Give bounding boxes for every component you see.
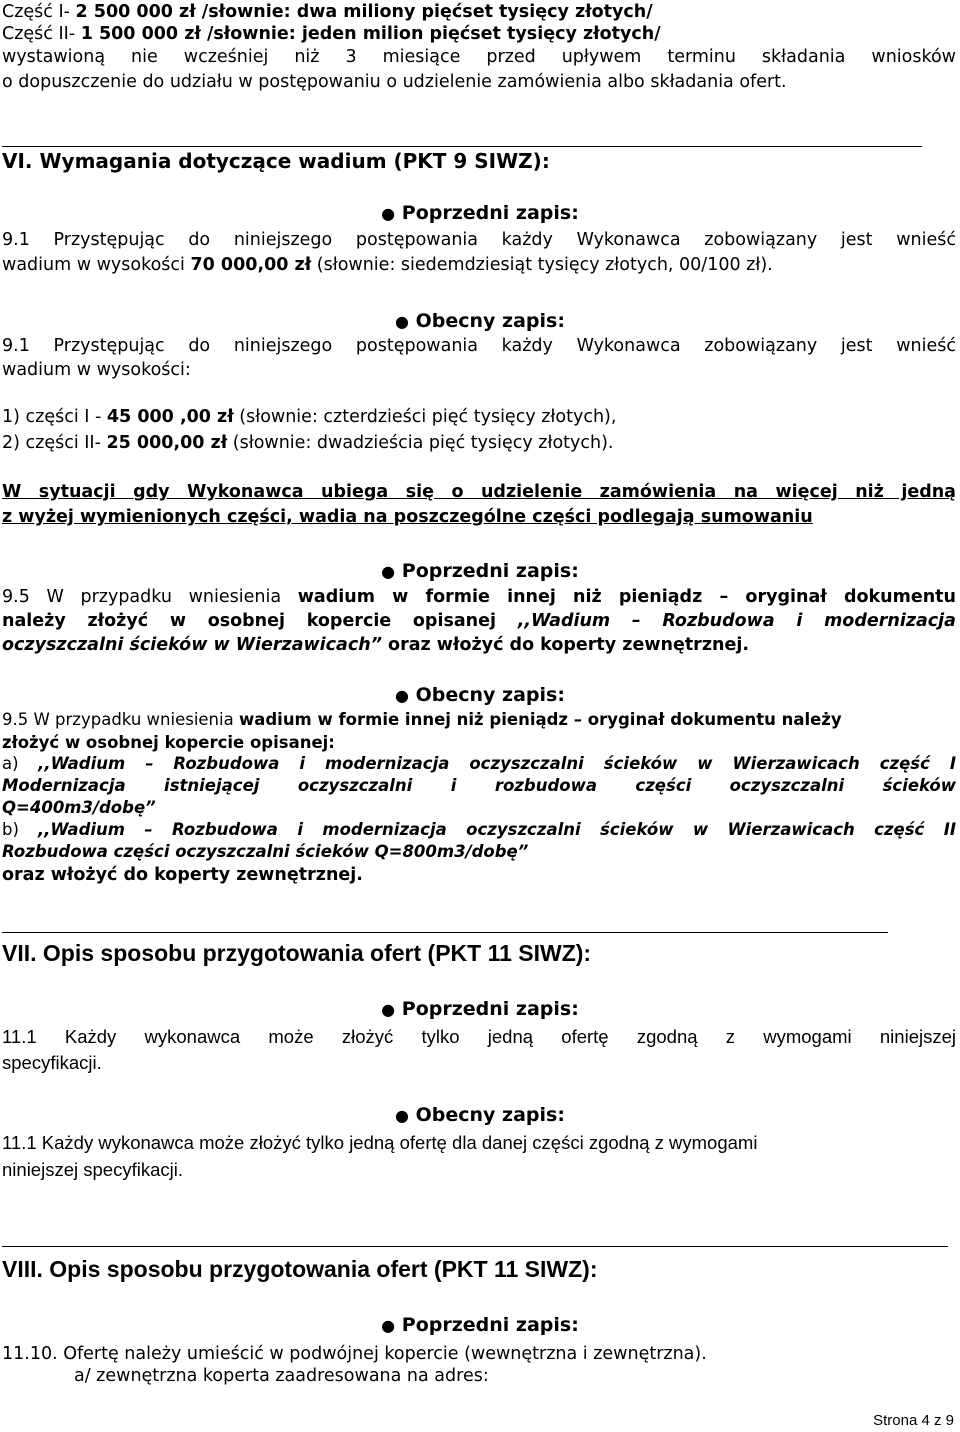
s8-line-1: 11.10. Ofertę należy umieścić w podwójnej kopercie (wewnętrzna i zewnętrzna). <box>2 1344 707 1364</box>
s6-item-2-amount: 25 000,00 zł <box>106 433 228 453</box>
section-7-prev-label <box>0 997 960 1022</box>
s6-curr2-line-8: oraz włożyć do koperty zewnętrznej. <box>2 865 363 885</box>
section-7-curr-label <box>0 1103 960 1128</box>
s8-line-2: a/ zewnętrzna koperta zaadresowana na adres: <box>74 1366 489 1386</box>
s6-prev2-line-3-a: oczyszczalni ścieków w Wierzawicach” <box>2 635 382 655</box>
section-6-curr2-label <box>0 683 960 708</box>
s6-curr2-line-1-b: wadium w formie innej niż pieniądz – oryginał dokumentu należy <box>238 710 842 729</box>
section-7-heading: VII. Opis sposobu przygotowania ofert (PKT 11 SIWZ): <box>2 940 592 966</box>
prev-label-text: Poprzedni zapis: <box>401 560 579 582</box>
s6-curr2-line-7: Rozbudowa części oczyszczalni ścieków Q=800m3/dobę” <box>2 842 529 861</box>
s6-note-line-2: z wyżej wymienionych części, wadia na poszczególne części podlegają sumowaniu <box>2 507 813 527</box>
intro-line-2-value: 1 500 000 zł /słownie: jeden milion pięćset tysięcy złotych/ <box>80 24 661 44</box>
s6-curr2-line-2: złożyć w osobnej kopercie opisanej: <box>2 733 335 752</box>
s7-curr-line-1: 11.1 Każdy wykonawca może złożyć tylko jedną ofertę dla danej części zgodną z wymogami <box>2 1132 758 1153</box>
s6-item-2-c: (słownie: dwadzieścia pięć tysięcy złotych). <box>227 433 614 453</box>
section-divider <box>2 146 922 147</box>
curr-label-text: Obecny zapis: <box>415 310 565 332</box>
s6-curr2-line-3-a: a) <box>2 754 39 773</box>
s7-prev-line-1: 11.1 Każdy wykonawca może złożyć tylko jedną ofertę zgodną z wymogami niniejszej <box>2 1026 956 1047</box>
intro-line-1-value: 2 500 000 zł /słownie: dwa miliony pięćset tysięcy złotych/ <box>75 2 653 22</box>
s6-curr2-line-1-a: 9.5 W przypadku wniesienia <box>2 710 239 729</box>
s6-note-line-1: W sytuacji gdy Wykonawca ubiega się o udzielenie zamówienia na więcej niż jedną <box>2 482 956 502</box>
section-6-prev-label <box>0 201 960 226</box>
bullet-icon: ● <box>381 204 396 223</box>
s6-curr2-line-6-a: b) <box>2 820 38 839</box>
s6-item-1-c: (słownie: czterdzieści pięć tysięcy złotych), <box>233 407 617 427</box>
s6-prev-line-2-a: wadium w wysokości <box>2 255 191 275</box>
bullet-icon: ● <box>381 1316 396 1335</box>
s6-prev2-line-1-b: wadium w formie innej niż pieniądz – oryginał dokumentu <box>297 587 956 607</box>
s6-prev-line-1: 9.1 Przystępując do niniejszego postępowania każdy Wykonawca zobowiązany jest wnieść <box>2 230 956 250</box>
s6-curr2-line-5: Q=400m3/dobę” <box>2 798 156 817</box>
intro-line-4: o dopuszczenie do udziału w postępowaniu o udzielenie zamówienia albo składania ofert. <box>2 72 787 92</box>
section-6-prev2-label <box>0 559 960 584</box>
bullet-icon: ● <box>395 686 409 705</box>
section-8-heading: VIII. Opis sposobu przygotowania ofert (PKT 11 SIWZ): <box>2 1256 598 1282</box>
s6-prev2-line-1-a: 9.5 W przypadku wniesienia <box>2 587 298 607</box>
s6-prev-line-2-amount: 70 000,00 zł <box>190 255 312 275</box>
s7-prev-line-2: specyfikacji. <box>2 1052 102 1073</box>
page-number: Strona 4 z 9 <box>873 1412 954 1429</box>
s6-curr2-line-1 <box>2 709 842 731</box>
s6-curr-item-1 <box>2 406 616 428</box>
s6-curr2-line-6 <box>2 819 956 841</box>
s6-curr2-line-3 <box>2 753 956 775</box>
s6-prev2-line-3 <box>2 634 749 656</box>
s6-prev2-line-3-b: oraz włożyć do koperty zewnętrznej. <box>381 635 749 655</box>
s7-curr-line-2: niniejszej specyfikacji. <box>2 1159 183 1180</box>
bullet-icon: ● <box>395 1106 409 1125</box>
section-divider <box>2 932 888 933</box>
section-8-prev-label <box>0 1313 960 1338</box>
s6-curr-item-2 <box>2 432 613 454</box>
section-6-heading: VI. Wymagania dotyczące wadium (PKT 9 SIWZ): <box>2 149 550 173</box>
curr-label-text: Obecny zapis: <box>415 1104 565 1126</box>
bullet-icon: ● <box>395 312 409 331</box>
intro-line-1-label: Część I- <box>2 2 76 22</box>
prev-label-text: Poprzedni zapis: <box>401 998 579 1020</box>
intro-line-2 <box>2 23 661 45</box>
s6-curr2-line-4: Modernizacja istniejącej oczyszczalni i rozbudowa części oczyszczalni ścieków <box>2 776 956 795</box>
prev-label-text: Poprzedni zapis: <box>401 202 579 224</box>
s6-item-2-a: 2) części II- <box>2 433 107 453</box>
bullet-icon: ● <box>381 1000 396 1019</box>
s6-prev2-line-2 <box>2 610 956 632</box>
s6-prev2-line-2-a: należy złożyć w osobnej kopercie opisanej <box>2 611 518 631</box>
s6-curr-line-1: 9.1 Przystępując do niniejszego postępowania każdy Wykonawca zobowiązany jest wnieść <box>2 336 956 356</box>
s6-prev2-line-2-b: ,,Wadium – Rozbudowa i modernizacja <box>517 611 956 631</box>
section-divider <box>2 1246 948 1247</box>
s6-curr-line-2: wadium w wysokości: <box>2 360 191 380</box>
curr-label-text: Obecny zapis: <box>415 684 565 706</box>
intro-line-1 <box>2 1 653 23</box>
s6-item-1-amount: 45 000 ,00 zł <box>106 407 234 427</box>
s6-prev-line-2-c: (słownie: siedemdziesiąt tysięcy złotych, 00/100 zł). <box>311 255 773 275</box>
s6-curr2-line-6-b: ,,Wadium – Rozbudowa i modernizacja oczyszczalni ścieków w Wierzawicach część II <box>37 820 956 839</box>
intro-line-2-label: Część II- <box>2 24 81 44</box>
intro-line-3: wystawioną nie wcześniej niż 3 miesiące przed upływem terminu składania wniosków <box>2 47 956 67</box>
prev-label-text: Poprzedni zapis: <box>401 1314 579 1336</box>
bullet-icon: ● <box>381 562 396 581</box>
s6-prev-line-2 <box>2 254 773 276</box>
s6-curr2-line-3-b: ,,Wadium – Rozbudowa i modernizacja oczyszczalni ścieków w Wierzawicach część I <box>38 754 957 773</box>
s6-item-1-a: 1) części I - <box>2 407 107 427</box>
s6-prev2-line-1 <box>2 586 956 608</box>
section-6-curr-label <box>0 309 960 334</box>
